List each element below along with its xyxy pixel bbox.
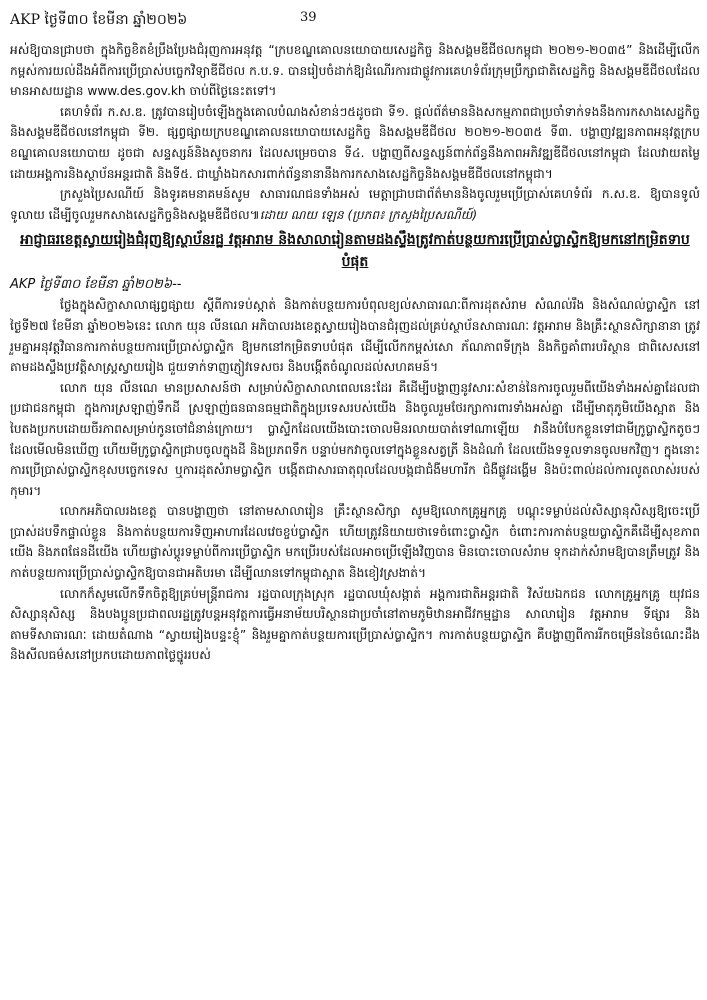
document-body [10, 40, 700, 666]
article1-paragraph-3 [10, 184, 700, 225]
page-number: 39 [300, 10, 317, 25]
article1-paragraph-2: គេហទំព័រ ក.ស.ឌ. ត្រូវបានរៀបចំឡើងក្នុងគោលបំណងសំខាន់ៗ៥ដូចជា ទី១. ផ្តល់ព័ត៌មាននិងសកម្មភាពជាប្រចាំទាក់ទងនឹងការកសាងសេដ្ឋកិច្ចនិងសង្គមឌីជីថលនៅកម្ពុជា ទី២. ផ្សព្វផ្សាយក្របខណ្ឌគោលនយោបាយសេដ្ឋកិច្ច និងសង្គមឌីជីថល ២០២១-២០៣៥ ទី៣. បង្ហាញវឌ្ឍនភាពអនុវត្តក្របខណ្ឌគោលនយោបាយ ដូចជា សន្ទស្សន៍និងសូចនាករ ដែលសម្រេចបាន ទី៤. បង្ហាញពីសន្ទស្សន៍ពាក់ព័ន្ធនឹងភាពអភិវឌ្ឍឌីជីថលនៅកម្ពុជា ដែលវាយតម្លៃដោយអង្គការនិងស្ថាប័នអន្តរជាតិ និងទី៥. ជាឃ្លាំងឯកសារពាក់ព័ន្ធនានានឹងការកសាងសេដ្ឋកិច្ចនិងសង្គមឌីជីថលនៅកម្ពុជា។ [10, 104, 700, 181]
article1-paragraph-3-text: ក្រសួងប្រៃសណីយ៍ និងទូរគមនាគមន៍សូម សាធារណជនទាំងអស់ មេត្តាជ្រាបជាព័ត៌មាននិងចូលរួមប្រើប្រាស់គេហទំព័រ ក.ស.ឌ. ឱ្យបានទូលំទូលាយ ដើម្បីចូលរួមកសាងសេដ្ឋកិច្ចនិងសង្គមឌីជីថល៕ [10, 187, 700, 222]
header-code: AKP ថ្ងៃទី៣០ ខែមីនា ឆ្នាំ២០២៦ [10, 12, 188, 28]
article1-byline: ដោយ ណយ ឡេន (ប្រភព៖ ក្រសួងប្រៃសណីយ៍) [259, 207, 478, 222]
article2-title: អាជ្ញាធរខេត្តស្វាយរៀងជំរុញឱ្យស្ថាប័នរដ្ឋ វត្តអារាម និងសាលារៀនតាមដងស្ទឹងត្រូវកាត់បន្ថយការប្រើប្រាស់ប្លាស្ទិកឱ្យមកនៅកម្រិតទាបបំផុត [20, 232, 690, 271]
article2-paragraph-4: លោកក៏សូមលើកទឹកចិត្តឱ្យគ្រប់មន្ត្រីរាជការ រដ្ឋបាលក្រុងស្រុក រដ្ឋបាលឃុំសង្កាត់ អង្គការជាតិអន្តរជាតិ វិស័យឯកជន លោកគ្រូអ្នកគ្រូ យុវជនសិស្សានុសិស្ស និងបងប្អូនប្រជាពលរដ្ឋត្រូវបន្តអនុវត្តការធ្វើអនាម័យបរិស្ថានជាប្រចាំនៅតាមភូមិឋានអាជីវកម្មដ្ឋាន សាលារៀន វត្តអារាម ទីផ្សារ និងតាមទីសាធារណៈ ដោយតំណាង “ស្វាយរៀងបន្ទះខ្ញុំ” និងរួមគ្នាកាត់បន្ថយការប្រើប្រាស់ប្លាស្ទិក។ ការកាត់បន្ថយប្លាស្ទិក គឺបង្ហាញពីការរីកចម្រើននៃចំណេះដឹង និងសីលធម៌សនៅប្រកបដោយភាពថ្លៃថ្នូររបស់ [10, 586, 700, 663]
article1-paragraph-1: អស់ឱ្យបានជ្រាបថា ក្នុងកិច្ចខិតខំប្រឹងប្រែងជំរុញការអនុវត្ត “ក្របខណ្ឌគោលនយោបាយសេដ្ឋកិច្ច និងសង្គមឌីជីថលកម្ពុជា ២០២១-២០៣៥” និងដើម្បីលើកកម្ពស់ការយល់ដឹងអំពីការប្រើប្រាស់បច្ចេកវិទ្យាឌីជីថល ក.ប.ទ. បានរៀបចំដាក់ឱ្យដំណើរការជាផ្លូវការគេហទំព័រក្រុមប្រឹក្សាជាតិសេដ្ឋកិច្ច និងសង្គមឌីជីថលដែលមានអាសយដ្ឋាន www.des.gov.kh ចាប់ពីថ្ងៃនេះតទៅ។ [10, 43, 700, 99]
article2-paragraph-3: លោកអភិបាលរងខេត្ត បានបង្ហាញថា នៅតាមសាលារៀន គ្រឹះស្ថានសិក្សា សូមឱ្យលោកគ្រូអ្នកគ្រូ បណ្តុះទម្លាប់ដល់សិស្សានុសិស្សឱ្យចេះប្រើប្រាស់ដបទឹកផ្ទាល់ខ្លួន និងកាត់បន្ថយការទិញអាហារដែលវេចខ្ចប់ប្លាស្ទិក ហើយត្រូវនិយាយថាទេចំពោះប្លាស្ទិក ចំពោះការកាត់បន្ថយប្លាស្ទិកគឺដើម្បីសុខភាពយើង និងភពផែនដីយើង ហើយផ្លាស់ប្តូរទម្លាប់ពីការប្រើប្លាស្ទិក មកប្រើរបស់ដែលអាចប្រើឡើងវិញបាន មិនបោះចោលសំរាម ទុកដាក់សំរាមឱ្យបានត្រឹមត្រូវ និងកាត់បន្ថយការប្រើប្រាស់ប្លាស្ទិកឱ្យបានជាអតិបរមា ដើម្បីឈានទៅកម្ពុជាស្អាត និងខៀវស្រងាត់។ [10, 504, 700, 581]
article2-dateline-source: AKP ថ្ងៃទី៣០ ខែមីនា ឆ្នាំ២០២៦-- [10, 277, 182, 293]
article2-dateline [10, 275, 700, 295]
article2-paragraph-1: ថ្លែងក្នុងសិក្ខាសាលាផ្សព្វផ្សាយ ស្តីពីការទប់ស្កាត់ និងកាត់បន្ថយការបំពុលខ្យល់សាធារណៈពីការដុតសំរាម សំណល់រឹង និងសំណល់ប្លាស្ទិក នៅថ្ងៃទី២៧ ខែមីនា ឆ្នាំ២០២៦នេះ លោក យុន លីនណេ អភិបាលរងខេត្តស្វាយរៀងបានជំរុញដល់គ្រប់ស្ថាប័នសាធារណៈ វត្តអារាម និងគ្រឹះស្ថានសិក្សានានា ត្រូវរួមគ្នាអនុវត្តវិធានការកាត់បន្ថយការប្រើប្រាស់ប្លាស្ទិក ឱ្យមកនៅកម្រិតទាបបំផុត ដើម្បីលើកកម្ពស់សោ ភ័ណភាពទីក្រុង និងកិច្ចគាំពារបរិស្ថាន ជាពិសេសនៅតាមដងស្ទឹងប្រវត្តិសាស្ត្រស្វាយរៀង ជួយទាក់ទាញភ្ញៀវទេសចរ និងបង្កើតចំណូលដល់សហគមន៍។ [10, 298, 700, 375]
article2-paragraph-2: លោក យុន លីនណេ មានប្រសាសន៍ថា សម្រាប់សិក្ខាសាលាពេលនេះដែរ គឺដើម្បីបង្ហាញនូវសារៈសំខាន់នៃការចូលរួមពីយើងទាំងអស់គ្នាដែលជាប្រជាជនកម្ពុជា ក្នុងការស្រឡាញ់ទឹកដី ស្រឡាញ់ធនធានធម្មជាតិក្នុងប្រទេសរបស់យើង និងចូលរួមថែរក្សាការពារទាំងអស់គ្នា ដើម្បីមាតុភូមិយើងស្អាត និងបៃតងប្រកបដោយចីរភាពសម្រាប់កូនចៅជំនាន់ក្រោយ។ ប្លាស្ទិកដែលយើងបោះចោលមិនរលាយបាត់ទៅណាឡើយ វានឹងបំបែកខ្លួនទៅជាមីក្រូប្លាស្ទិកតូចៗ ដែលមើលមិនឃើញ ហើយមីក្រូប្លាស្ទិកជ្រាបចូលក្នុងដី និងប្រភពទឹក បន្ទាប់មកវាចូលទៅក្នុងខ្លួនសត្វត្រី និងដំណាំ ដែលយើងទទួលទានចូលមកវិញ។ ក្នុងនោះការប្រើប្រាស់ប្លាស្ទិកខុសបច្ចេកទេស ឬការដុតសំរាមប្លាស្ទិក បង្កើតជាសារធាតុពុលដែលបង្កជាជំងឺមហារីក ជំងឺផ្លូវដង្ហើម និងប៉ះពាល់ដល់ការលូតលាស់របស់កុមារ។ [10, 380, 700, 498]
